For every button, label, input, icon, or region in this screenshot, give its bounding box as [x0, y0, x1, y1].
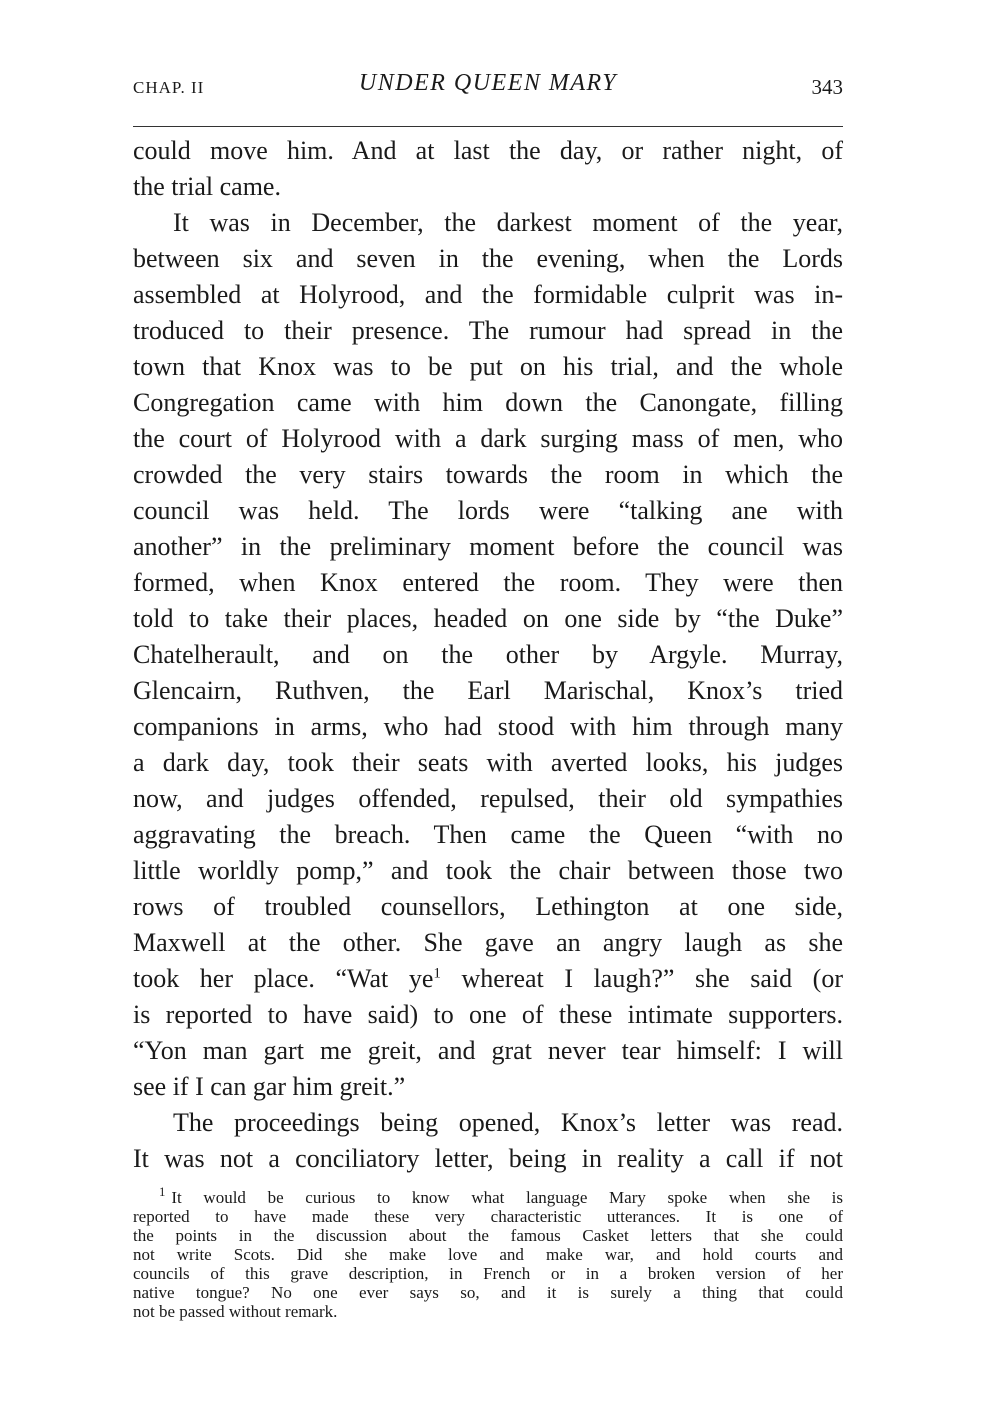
- running-title: UNDER QUEEN MARY: [358, 70, 618, 96]
- running-header: [133, 70, 843, 104]
- body-line: is reported to have said) to one of these intimate supporters.: [133, 1000, 843, 1029]
- body-line: took her place. “Wat $ye^1$ whereat I laugh?” she said (or: [133, 964, 843, 993]
- body-line: town that Knox was to be put on his trial, and the whole: [133, 352, 843, 381]
- body-line: Glencairn, Ruthven, the Earl Marischal, Knox’s tried: [133, 676, 843, 705]
- page-number: 343: [811, 75, 843, 99]
- body-line: Maxwell at the other. She gave an angry laugh as she: [133, 928, 843, 957]
- footnote-marker: 1: [159, 1185, 166, 1200]
- body-line: the court of Holyrood with a dark surging mass of men, who: [133, 424, 843, 453]
- body-line: a dark day, took their seats with averted looks, his judges: [133, 748, 843, 777]
- body-text: [133, 133, 843, 1177]
- header-rule: [133, 126, 843, 127]
- body-line: council was held. The lords were “talking ane with: [133, 496, 843, 525]
- body-line: formed, when Knox entered the room. They were then: [133, 568, 843, 597]
- footnote-line: not write Scots. Did she make love and make war, and hold courts and: [133, 1245, 843, 1264]
- body-line: between six and seven in the evening, when the Lords: [133, 244, 843, 273]
- body-line: assembled at Holyrood, and the formidable culprit was in-: [133, 280, 843, 309]
- body-line: see if I can gar him greit.”: [133, 1072, 406, 1101]
- body-line: companions in arms, who had stood with him through many: [133, 712, 843, 741]
- footnote-line: native tongue? No one ever says so, and it is surely a thing that could: [133, 1283, 843, 1302]
- footnote-line: councils of this grave description, in French or in a broken version of her: [133, 1264, 843, 1283]
- body-line: Congregation came with him down the Canongate, filling: [133, 388, 843, 417]
- footnote-reference[interactable]: 1: [433, 965, 441, 982]
- body-line: crowded the very stairs towards the room in which the: [133, 460, 843, 489]
- body-line: “Yon man gart me greit, and grat never tear himself: I will: [133, 1036, 843, 1065]
- body-line: It was in December, the darkest moment of the year,: [173, 208, 843, 237]
- chapter-label: CHAP. II: [133, 78, 205, 97]
- footnote-line: the points in the discussion about the famous Casket letters that she could: [133, 1226, 843, 1245]
- body-line: the trial came.: [133, 172, 281, 201]
- body-line: now, and judges offended, repulsed, their old sympathies: [133, 784, 843, 813]
- footnote-line: reported to have made these very characteristic utterances. It is one of: [133, 1207, 843, 1226]
- body-line: little worldly pomp,” and took the chair between those two: [133, 856, 843, 885]
- body-line: aggravating the breach. Then came the Queen “with no: [133, 820, 843, 849]
- body-line: told to take their places, headed on one side by “the Duke”: [133, 604, 843, 633]
- body-line: could move him. And at last the day, or rather night, of: [133, 136, 843, 165]
- body-line: The proceedings being opened, Knox’s letter was read.: [173, 1108, 843, 1137]
- footnote: [133, 1185, 843, 1321]
- body-line: another” in the preliminary moment before the council was: [133, 532, 843, 561]
- body-line: rows of troubled counsellors, Lethington at one side,: [133, 892, 843, 921]
- footnote-line: not be passed without remark.: [133, 1302, 338, 1321]
- body-line: Chatelherault, and on the other by Argyle. Murray,: [133, 640, 843, 669]
- body-line: It was not a conciliatory letter, being in reality a call if not: [133, 1144, 843, 1173]
- body-line: troduced to their presence. The rumour had spread in the: [133, 316, 843, 345]
- footnote-line: $^1$ It would be curious to know what language Mary spoke when she is: [159, 1185, 843, 1207]
